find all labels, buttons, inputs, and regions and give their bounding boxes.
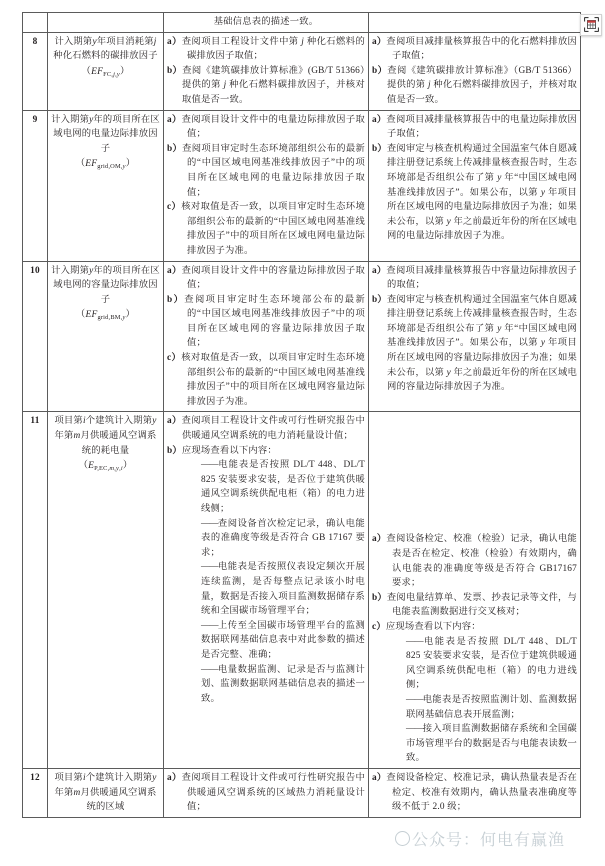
method-item: a）查阅项目工程设计文件中第 j 种化石燃料的碳排放因子取值； (167, 36, 365, 62)
param-name-cell (48, 32, 164, 110)
method-item: a）查阅项目减排量核算报告中的电量边际排放因子取值； (372, 114, 577, 140)
row-number-cell: 10 (23, 261, 48, 412)
param-name-cell (48, 110, 164, 261)
table-row (23, 110, 581, 261)
method-item: a）查阅项目设计文件中的电量边际排放因子取值； (167, 114, 365, 140)
method-item: a）查阅设备检定、校准（检验）记录，确认电能表是否在检定、校准（检验）有效期内，确认电能表的准确度等级是否符合 GB17167 要求； (372, 534, 577, 589)
method-design-cell (164, 13, 369, 33)
param-formula: $(E_{P,EC,m,y,i})$ (78, 461, 133, 473)
method-subitem: ——上传至全国碳市场管理平台的监测数据联网基础信息表中对此参数的描述是否完整、准确； (201, 620, 365, 660)
param-name-line: 计入期第y年项目消耗第j种化石燃料的碳排放因子 (53, 36, 158, 62)
method-subitem: ——接入项目监测数据储存系统和全国碳市场管理平台的数据是否与电能表读数一致。 (406, 724, 577, 764)
method-item: c）核对取值是否一致，以项目审定时生态环境部组织公布的最新的“中国区域电网基准线排放因子”中的项目所在区域电网容量边际排放因子为准。 (167, 353, 365, 407)
param-name-cell (48, 13, 164, 33)
method-subitem: ——查阅设备首次检定记录，确认电能表的准确度等级是否符合 GB 17167 要求； (201, 518, 365, 558)
method-item: b）查阅《建筑碳排放计算标准》（GB/T 51366）提供的第 j 种化石燃料碳排放因子，并核对取值是否一致。 (372, 65, 577, 105)
method-item: a）查阅项目减排量核算报告中容量边际排放因子的取值； (372, 265, 577, 291)
method-design-cell (164, 261, 369, 412)
row-number-cell: 8 (23, 32, 48, 110)
continued-text: 基础信息表的描述一致。 (213, 17, 319, 27)
method-design-cell (164, 412, 369, 769)
param-formula: $(EF_{grid,BM,y})$ (75, 310, 136, 322)
method-item: b）查阅《建筑碳排放计算标准》(GB/T 51366）提供的第 j 种化石燃料碳排放因子，并核对取值是否一致。 (167, 65, 365, 105)
watermark (395, 824, 605, 858)
row-number-cell: 11 (23, 412, 48, 769)
param-name-cell (48, 261, 164, 412)
table-row-continued (23, 13, 581, 33)
method-subitem: ——电能表是否按照 DL/T 448、DL/T 825 安装要求安装，是否位于建筑供暖通风空调系统供配电柜（箱）的电力进线侧； (201, 460, 366, 514)
param-name-cell (48, 412, 164, 769)
table-row (23, 412, 581, 769)
method-item: a）查阅项目设计文件中的容量边际排放因子取值； (167, 265, 365, 291)
method-item: b）查阅项目审定时生态环境部公布的最新的“中国区域电网基准线排放因子”中的项目所在区域电网的容量边际排放因子取值； (167, 294, 365, 349)
method-item: a）查阅项目工程设计文件或可行性研究报告中供暖通风空调系统的区域热力消耗量设计值； (167, 772, 365, 813)
method-item: b）应现场查看以下内容： (167, 445, 277, 456)
table-move-handle[interactable] (580, 14, 602, 36)
watermark-text: 公众号：何电有赢渔 (412, 832, 566, 849)
param-name-line: 计入期第y年的项目所在区域电网的电量边际排放因子 (51, 114, 160, 154)
param-name-cell (48, 768, 164, 817)
method-subitem: ——电能表是否按照仪表设定频次开展连续监测，是否每整点记录该小时电量，数据是否接入项目监测数据储存系统和全国碳市场管理平台； (201, 562, 365, 617)
method-item: b）查阅项目审定时生态环境部组织公布的最新的“中国区域电网基准线排放因子”中的项目所在区域电网的电量边际排放因子取值； (167, 143, 365, 198)
method-subitem: ——电量数据监测、记录是否与监测计划、监测数据联网基础信息表的描述一致。 (201, 664, 365, 704)
method-check-cell (369, 261, 581, 412)
table-row (23, 768, 581, 817)
row-number-cell (23, 13, 48, 33)
method-check-cell (369, 768, 581, 817)
table-row (23, 261, 581, 412)
method-subitem: ——电能表是否按照监测计划、监测数据联网基础信息表开展监测； (406, 694, 577, 720)
param-name-line: 项目第i个建筑计入期第y年第m月供暖通风空调系统的区域 (54, 772, 157, 813)
param-formula: $(EF_{grid,OM,y})$ (75, 159, 136, 171)
method-check-cell (369, 110, 581, 261)
method-check-cell (369, 412, 581, 769)
method-design-cell (164, 110, 369, 261)
method-item: b）查阅电量结算单、发票、抄表记录等文件，与电能表监测数据进行交叉核对； (372, 592, 577, 618)
method-check-cell (369, 13, 581, 33)
method-item: b）查阅审定与核查机构通过全国温室气体自愿减排注册登记系统上传减排量核查报告时，生态环境部是否组织公布了第 y 年“中国区域电网基准线排放因子”。如果公布，以第 y 年项目所在区域电网的电量边际排放因子为准；如果未公布，以第 y 年之前最近年份的所在区域电网的电量边际排放因子为准。 (372, 143, 578, 242)
method-design-cell (164, 768, 369, 817)
method-item: a）查阅项目减排量核算报告中的化石燃料排放因子取值； (372, 36, 577, 62)
method-item: b）查阅审定与核查机构通过全国温室气体自愿减排注册登记系统上传减排量核查报告时，生态环境部是否组织公布了第 y 年“中国区域电网基准线排放因子”。如果公布，以第 y 年项目所在区域电网的容量边际排放因子为准；如果未公布，以第 y 年之前最近年份的所在区域电网的容量边际排放因子为准。 (372, 294, 578, 393)
method-design-cell (164, 32, 369, 110)
method-subitem: ——电能表是否按照 DL/T 448、DL/T 825 安装要求安装，是否位于建筑供暖通风空调系统供配电柜（箱）的电力进线侧； (406, 636, 578, 691)
row-number-cell: 9 (23, 110, 48, 261)
row-number-cell: 12 (23, 768, 48, 817)
review-methods-table (22, 12, 581, 818)
method-check-cell (369, 32, 581, 110)
method-item: a）查阅项目工程设计文件或可行性研究报告中供暖通风空调系统的电力消耗量设计值； (167, 416, 365, 442)
method-item: a）查阅设备检定、校准记录，确认热量表是否在检定、校准有效期内，确认热量表准确度等级不低于 2.0 级； (372, 772, 577, 813)
table-row (23, 32, 581, 110)
table-grid-icon (584, 17, 599, 32)
param-name-line: 项目第i个建筑计入期第y年第m月供暖通风空调系统的耗电量 (54, 416, 157, 456)
watermark-circle-icon (395, 831, 410, 846)
method-item: c）应现场查看以下内容： (372, 622, 481, 632)
method-item: c）核对取值是否一致，以项目审定时生态环境部组织公布的最新的“中国区域电网基准线排放因子”中的项目所在区域电网电量边际排放因子为准。 (167, 202, 365, 256)
param-formula: $(EF_{FC,j,y})$ (81, 66, 130, 78)
param-name-line: 计入期第y年的项目所在区域电网的容量边际排放因子 (51, 265, 160, 305)
